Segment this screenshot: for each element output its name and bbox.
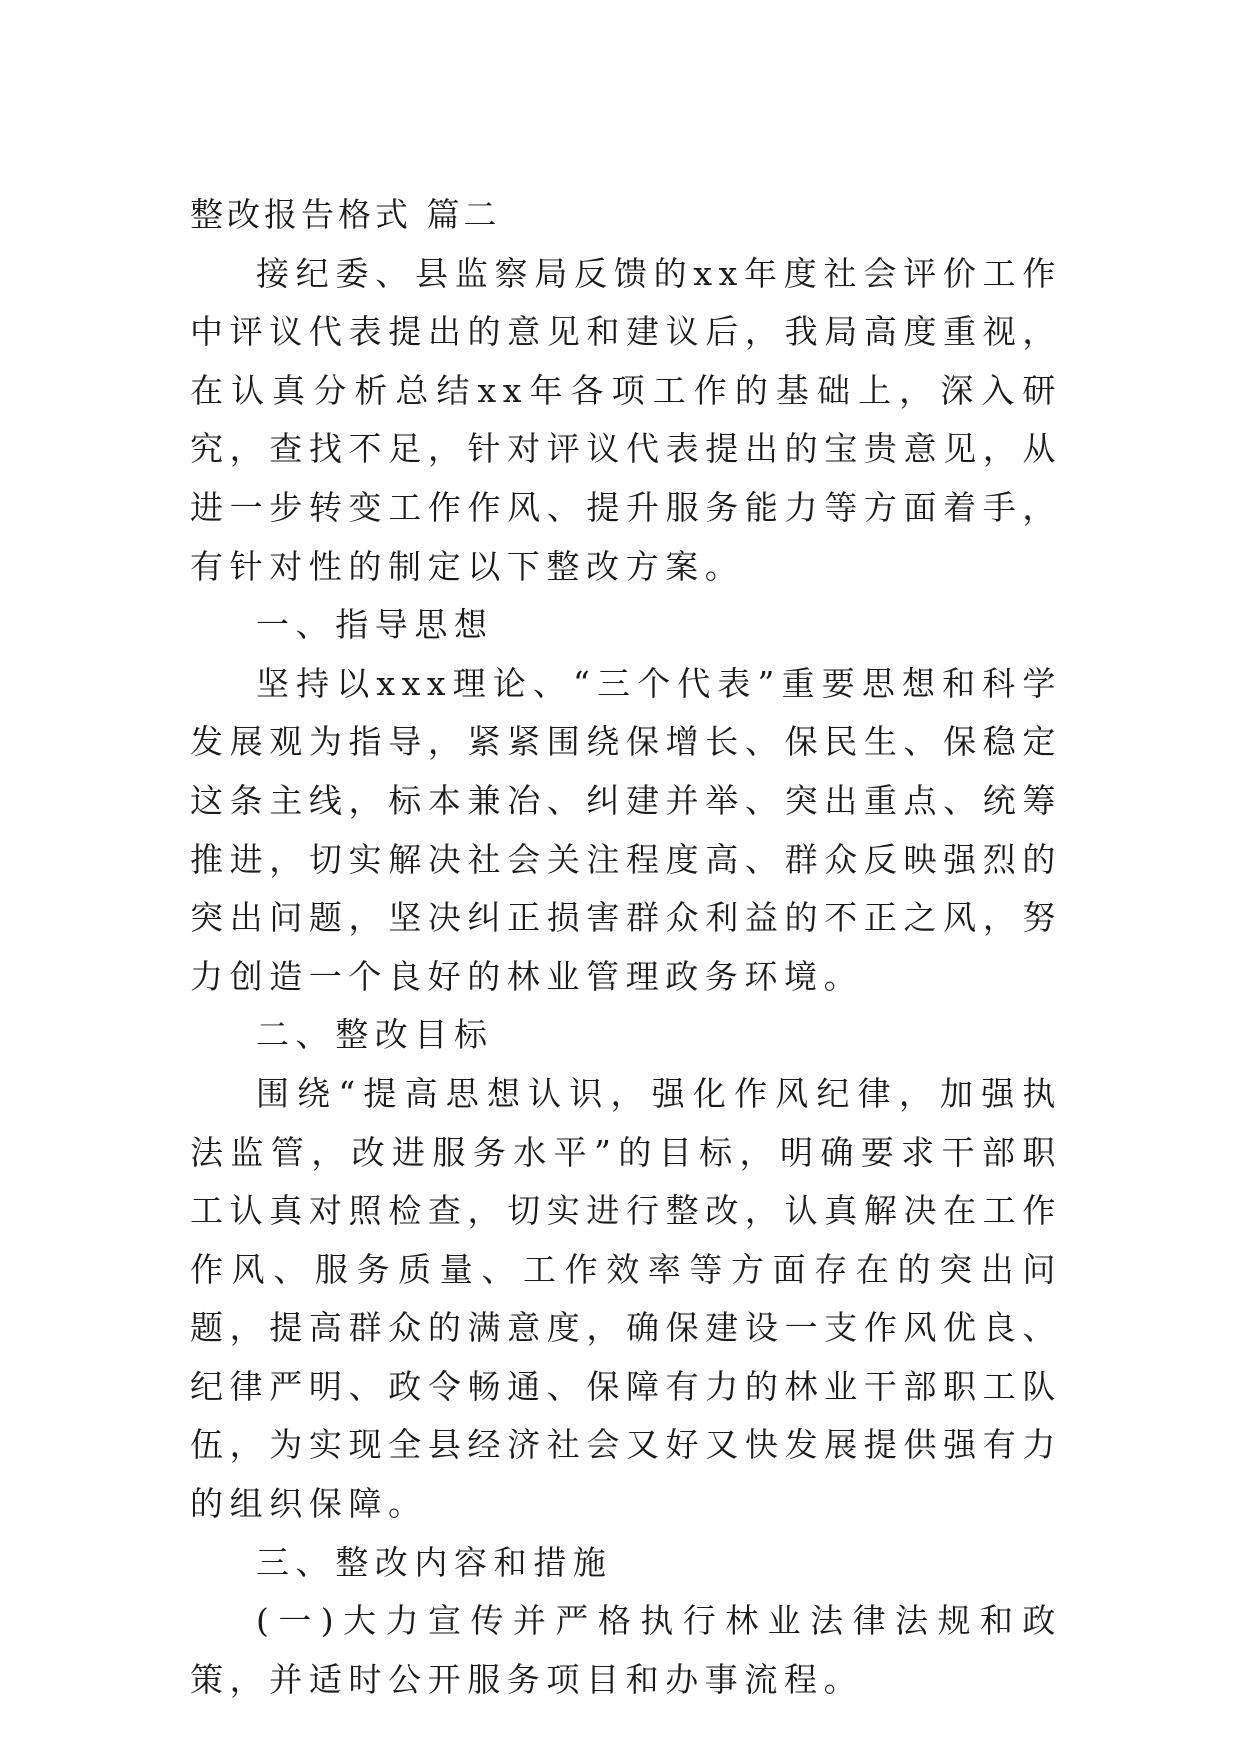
rectification-goals-paragraph: 围绕“提高思想认识，强化作风纪律，加强执法监管，改进服务水平”的目标，明确要求干部职工认真对照检查，切实进行整改，认真解决在工作作风、服务质量、工作效率等方面存在的突出问题，提高群众的满意度，确保建设一支作风优良、纪律严明、政令畅通、保障有力的林业干部职工队伍，为实现全县经济社会又好又快发展提供强有力的组织保障。 — [190, 1073, 1062, 1524]
section-heading-guiding-ideology: 一、指导思想 — [256, 605, 494, 645]
guiding-ideology-paragraph: 坚持以xxx理论、“三个代表”重要思想和科学发展观为指导，紧紧围绕保增长、保民生、保稳定这条主线，标本兼冶、纠建并举、突出重点、统筹推进，切实解决社会关注程度高、群众反映强烈的突出问题，坚决纠正损害群众利益的不正之风，努力创造一个良好的林业管理政务环境。 — [190, 663, 1062, 996]
section-heading-content-measures: 三、整改内容和措施 — [256, 1542, 613, 1582]
intro-paragraph: 接纪委、县监察局反馈的xx年度社会评价工作中评议代表提出的意见和建议后，我局高度重视，在认真分析总结xx年各项工作的基础上，深入研究，查找不足，针对评议代表提出的宝贵意见，从进一步转变工作作风、提升服务能力等方面着手，有针对性的制定以下整改方案。 — [190, 253, 1062, 586]
document-title: 整改报告格式 篇二 — [190, 195, 501, 234]
measure-item-1: (一)大力宣传并严格执行林业法律法规和政策，并适时公开服务项目和办事流程。 — [190, 1601, 1062, 1699]
section-heading-rectification-goals: 二、整改目标 — [256, 1015, 494, 1055]
document-body — [190, 186, 1062, 1709]
